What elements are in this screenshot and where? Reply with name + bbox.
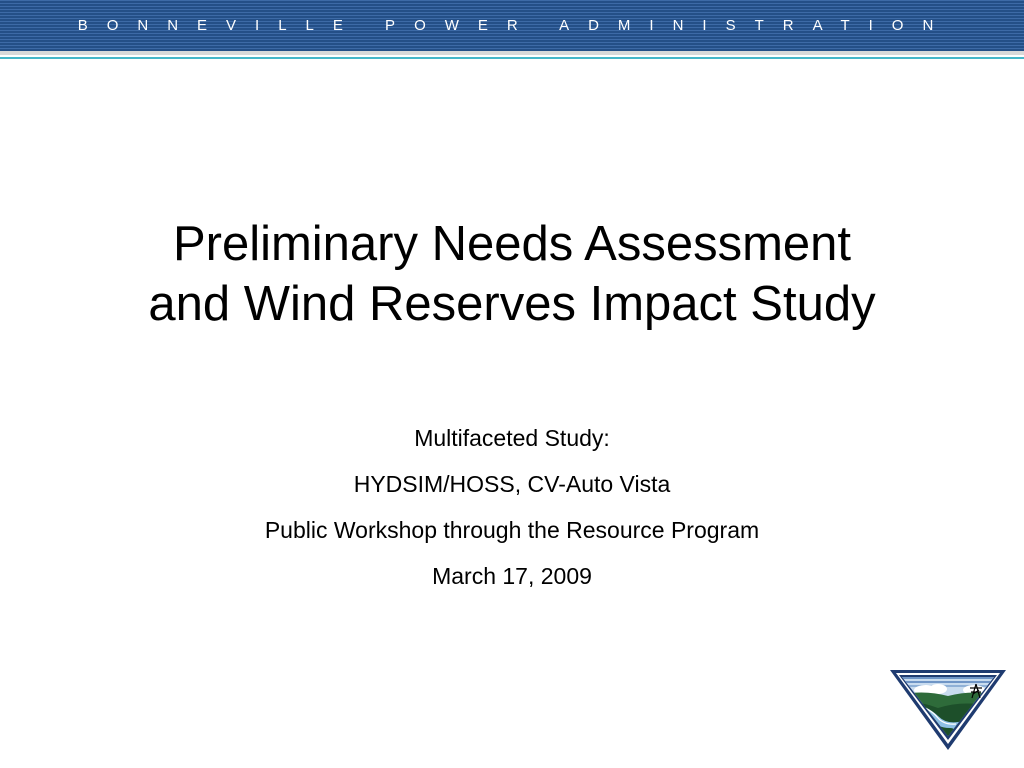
subtitle-line-models: HYDSIM/HOSS, CV-Auto Vista: [353, 471, 671, 497]
slide-title: [40, 214, 984, 334]
subtitle-line-study: Multifaceted Study:: [414, 425, 610, 451]
organization-banner: BONNEVILLE POWER ADMINISTRATION: [77, 17, 953, 34]
bpa-logo-icon: [888, 668, 1008, 752]
header-divider-teal: [0, 57, 1024, 59]
subtitle-line-date: March 17, 2009: [432, 563, 592, 589]
slide-title-line-2: and Wind Reserves Impact Study: [148, 277, 876, 331]
subtitle-line-workshop: Public Workshop through the Resource Program: [264, 517, 760, 543]
header-divider-gray: [0, 51, 1024, 55]
slide-subtitle: [40, 418, 984, 602]
slide-title-line-1: Preliminary Needs Assessment: [172, 217, 852, 271]
